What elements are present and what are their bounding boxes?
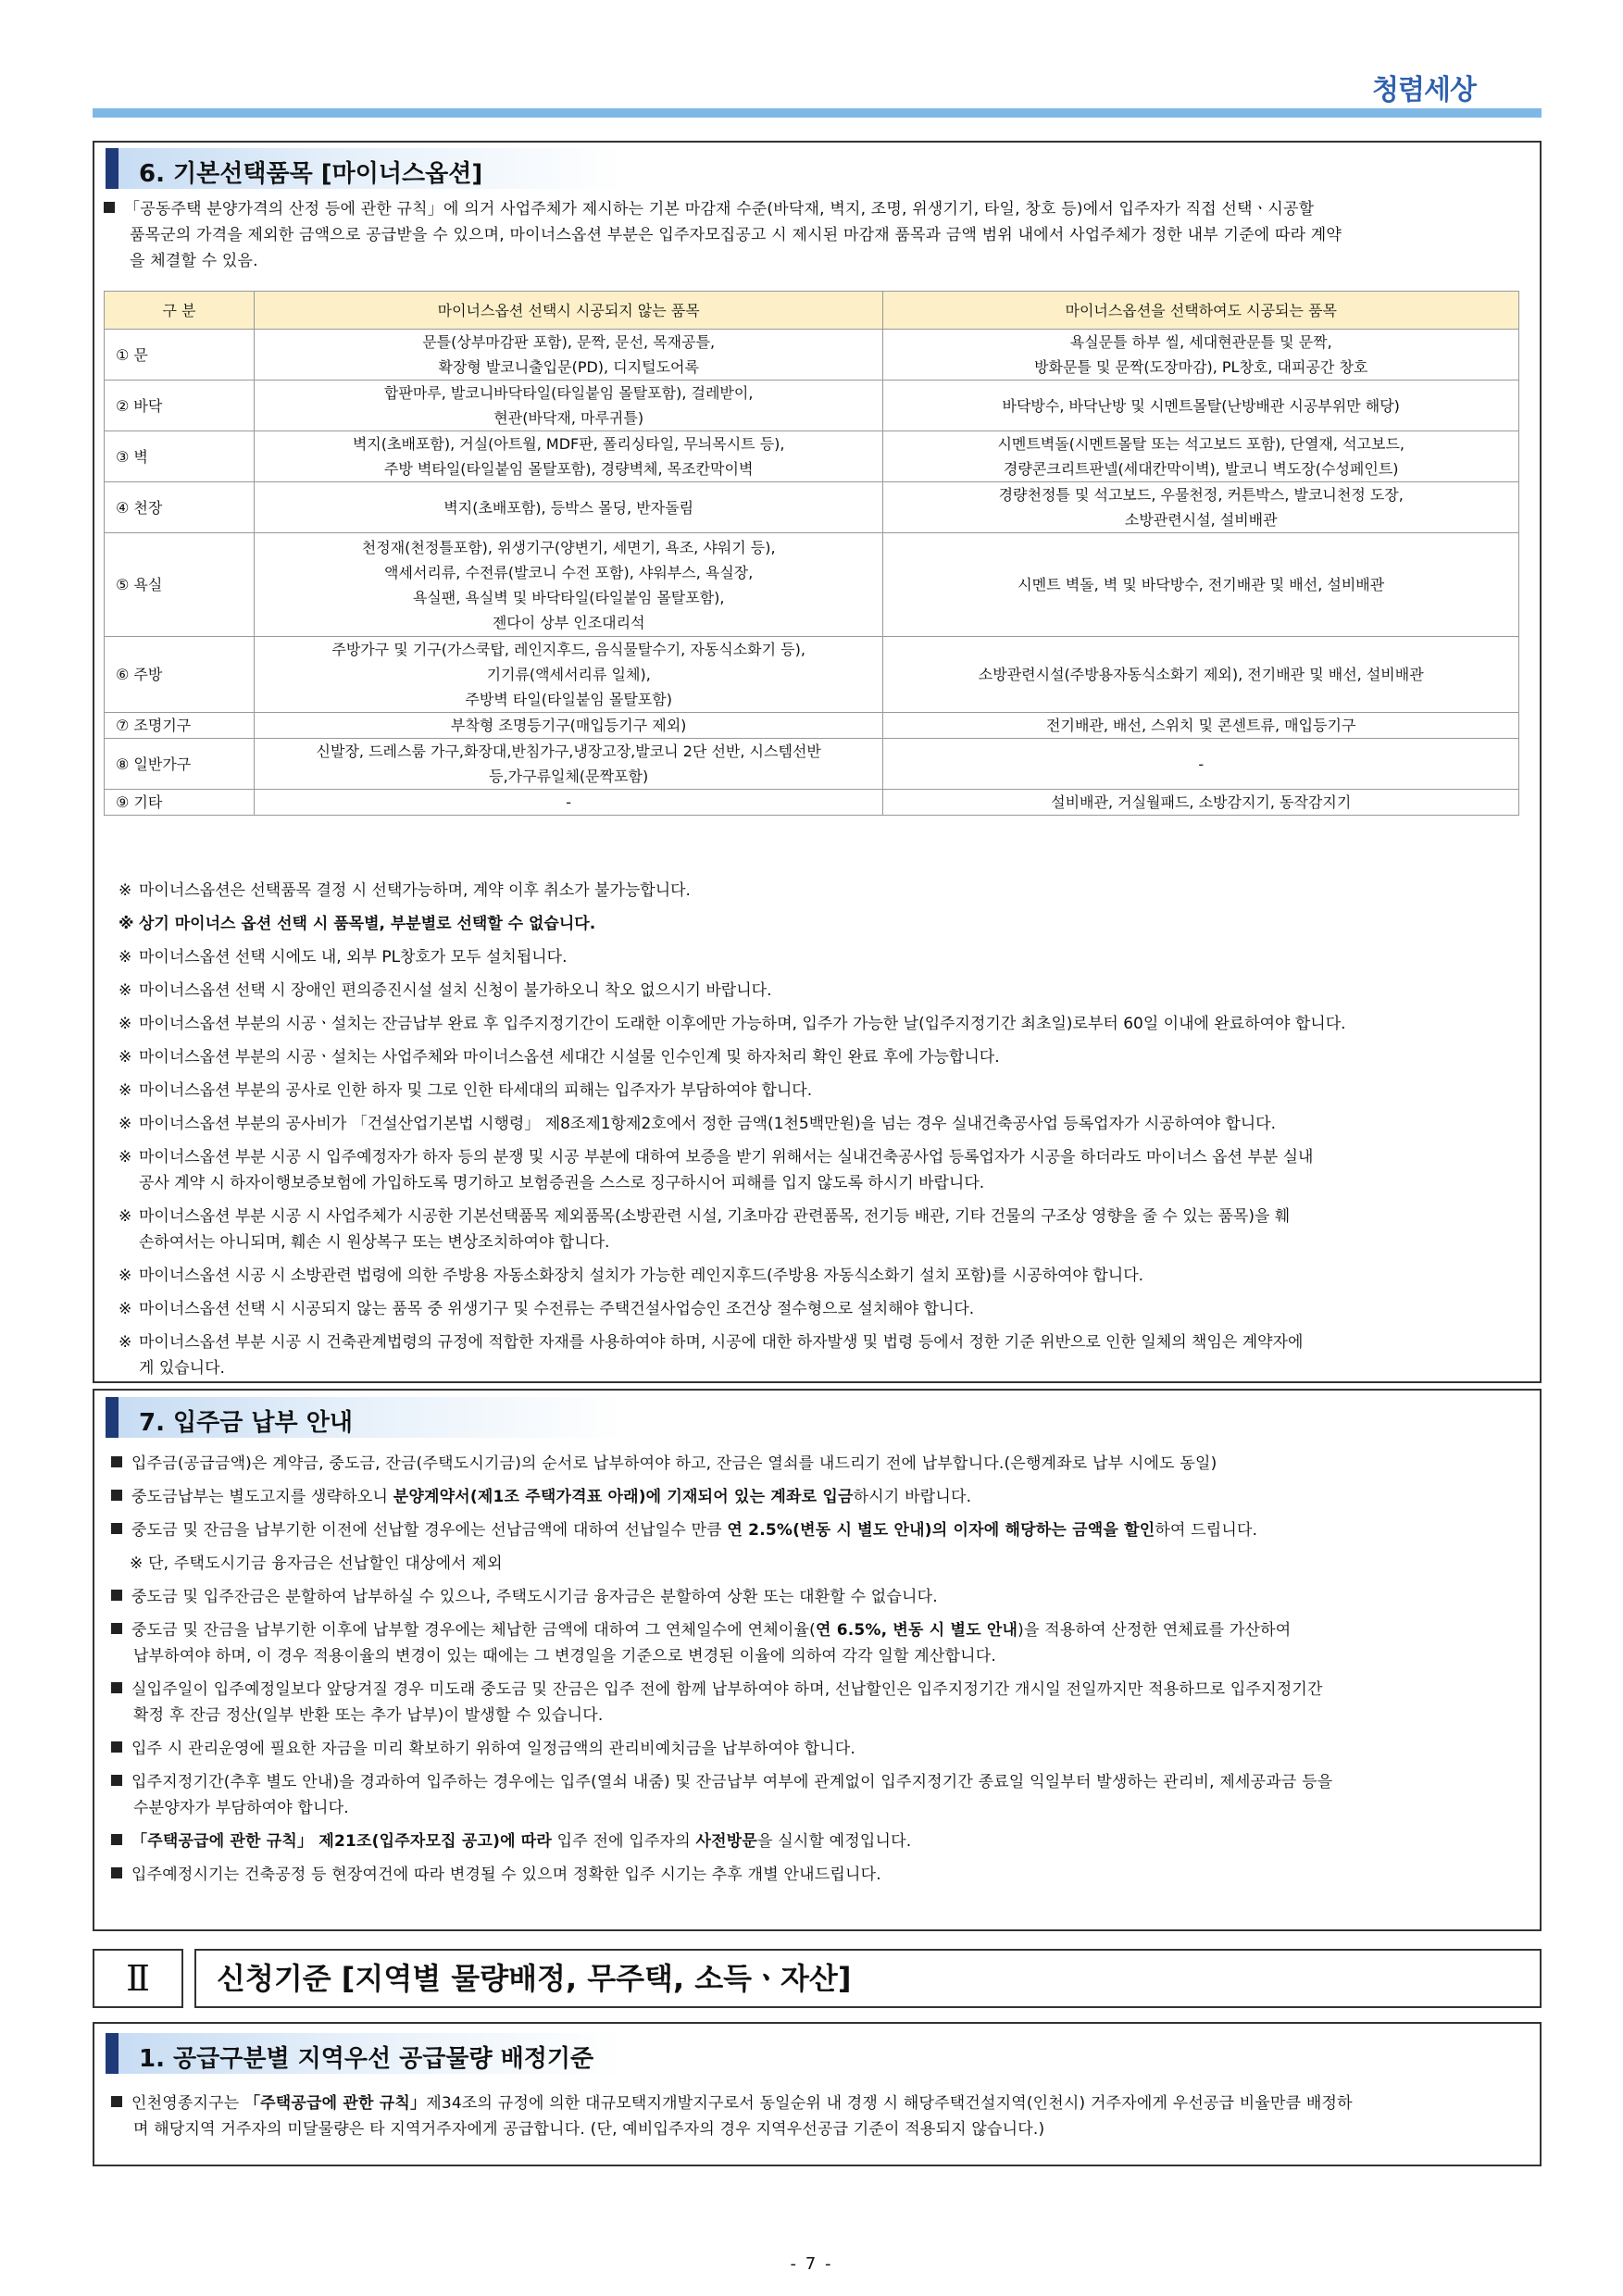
cell-line: 바닥방수, 바닥난방 및 시멘트몰탈(난방배관 시공부위만 해당) (1002, 396, 1400, 415)
bullet-icon (111, 1490, 122, 1501)
table-row (105, 431, 1519, 482)
note-mark-icon: ※ (119, 1015, 132, 1033)
table-cell-installed (883, 739, 1519, 790)
cell-line: 문틀(상부마감판 포함), 문짝, 문선, 목재공틀, (422, 333, 716, 351)
note-item (119, 1204, 1535, 1255)
note-line: ※ 마이너스옵션 부분의 시공ㆍ설치는 잔금납부 완료 후 입주지정기간이 도래한 이후에만 가능하며, 입주가 가능한 날(입주지정기간 최초일)로부터 60일 이내에 완료하여야 합니다. (119, 1011, 1535, 1037)
bullet-icon (104, 202, 115, 213)
note-line: 게 있습니다. (139, 1359, 225, 1378)
bullet-icon (111, 1682, 122, 1693)
bullet-icon (111, 1590, 122, 1601)
cell-line: 등,가구류일체(문짝포함) (489, 767, 649, 785)
note-item (119, 1011, 1535, 1037)
note-item (119, 1263, 1535, 1289)
cell-line: 방화문틀 및 문짝(도장마감), PL창호, 대피공간 창호 (1034, 358, 1368, 376)
table-cell-category: ③ 벽 (105, 431, 255, 482)
cell-line: 경량콘크리트판넬(세대칸막이벽), 발코니 벽도장(수성페인트) (1003, 460, 1399, 478)
logo-text: 청렴세상 (1372, 74, 1476, 106)
section-1-title: 1. 공급구분별 지역우선 공급물량 배정기준 (106, 2033, 624, 2074)
table-cell-installed (883, 790, 1519, 816)
table-cell-category: ⑦ 조명기구 (105, 713, 255, 739)
bullet-icon (111, 1456, 122, 1467)
bullet-icon (111, 1775, 122, 1786)
table-cell-installed (883, 533, 1519, 637)
note-line: ※ 마이너스옵션 선택 시 장애인 편의증진시설 설치 신청이 불가하오니 착오 없으시기 바랍니다. (119, 978, 1535, 1004)
cell-line: 소방관련시설(주방용자동식소화기 제외), 전기배관 및 배선, 설비배관 (978, 666, 1424, 683)
cell-line: 천정재(천정틀포함), 위생기구(양변기, 세면기, 욕조, 샤워기 등), (361, 538, 776, 556)
note-item (119, 1078, 1535, 1104)
table-header-installed: 마이너스옵션을 선택하여도 시공되는 품목 (883, 292, 1519, 330)
note-mark-icon: ※ (119, 1115, 132, 1133)
table-row (105, 381, 1519, 431)
table-row (105, 533, 1519, 637)
note-mark-icon: ※ (119, 1148, 132, 1167)
minus-option-table (104, 291, 1519, 816)
note-mark-icon: ※ (119, 1333, 132, 1352)
table-cell-installed (883, 330, 1519, 381)
note-mark-icon: ※ (119, 1081, 132, 1100)
note-line: ※ 마이너스옵션 부분 시공 시 건축관계법령의 규정에 적합한 자재를 사용하여야 하며, 시공에 대한 하자발생 및 법령 등에서 정한 기준 위반으로 인한 일체의 책임은 계약자에 (119, 1329, 1535, 1355)
cell-line: 젠다이 상부 인조대리석 (492, 613, 645, 631)
section-1-content: 인천영종지구는 「주택공급에 관한 규칙」제34조의 규정에 의한 대규모택지개발지구로서 동일순위 내 경쟁 시 해당주택건설지역(인천시) 거주자에게 우선공급 비율만큼 배정하 며 해당지역 거주자의 미달물량은 타 지역거주자에게 공급합니다. (단, 예비입주자의 경우 지역우선공급 기준이 적용되지 않습니다.) (111, 2090, 1528, 2142)
cell-line: 기기류(액세서리류 일체), (486, 666, 651, 683)
table-cell-not-installed (254, 713, 883, 739)
table-row (105, 739, 1519, 790)
note-line: ※ 마이너스옵션 부분의 시공ㆍ설치는 사업주체와 마이너스옵션 세대간 시설물 인수인계 및 하자처리 확인 완료 후에 가능합니다. (119, 1044, 1535, 1070)
logo (1372, 65, 1511, 107)
note-item (119, 1044, 1535, 1070)
note-line: ※ 마이너스옵션 선택 시 시공되지 않는 품목 중 위생기구 및 수전류는 주택건설사업승인 조건상 절수형으로 설치해야 합니다. (119, 1296, 1535, 1322)
bullet-icon (111, 2096, 122, 2107)
cell-line: 합판마루, 발코니바닥타일(타일붙임 몰탈포함), 걸레받이, (383, 384, 754, 402)
cell-line: 액세서리류, 수전류(발코니 수전 포함), 샤워부스, 욕실장, (384, 563, 754, 581)
note-line: ※ 마이너스옵션 선택 시에도 내, 외부 PL창호가 모두 설치됩니다. (119, 944, 1535, 970)
cell-line: 시멘트벽돌(시멘트몰탈 또는 석고보드 포함), 단열재, 석고보드, (997, 435, 1405, 453)
note-mark-icon: ※ (119, 881, 132, 900)
note-item (119, 911, 1535, 937)
table-cell-installed (883, 381, 1519, 431)
note-item (119, 1296, 1535, 1322)
bullet-icon (111, 1834, 122, 1845)
cell-line: 주방벽 타일(타일붙임 몰탈포함) (465, 691, 672, 708)
cell-line: 소방관련시설, 설비배관 (1124, 511, 1278, 529)
note-item (119, 878, 1535, 904)
bullet-icon (111, 1523, 122, 1534)
table-cell-category: ⑧ 일반가구 (105, 739, 255, 790)
cell-line: - (566, 793, 572, 811)
page-number: - 7 - (790, 2254, 833, 2274)
table-cell-not-installed (254, 431, 883, 482)
table-cell-category: ⑤ 욕실 (105, 533, 255, 637)
note-item (119, 1329, 1535, 1381)
note-mark-icon: ※ (119, 1267, 132, 1285)
note-item (119, 1144, 1535, 1196)
table-header-not-installed: 마이너스옵션 선택시 시공되지 않는 품목 (254, 292, 883, 330)
bullet-icon (111, 1867, 122, 1878)
section-7-title: 7. 입주금 납부 안내 (106, 1397, 624, 1438)
note-line: ※ 마이너스옵션 부분 시공 시 사업주체가 시공한 기본선택품목 제외품목(소방관련 시설, 기초마감 관련품목, 전기등 배관, 기타 건물의 구조상 영향을 줄 수 있는 품목)을 훼 (119, 1204, 1535, 1229)
note-mark-icon: ※ (119, 948, 132, 967)
note-mark-icon: ※ (119, 915, 134, 933)
note-line: ※ 마이너스옵션 부분의 공사비가 「건설산업기본법 시행령」 제8조제1항제2호에서 정한 금액(1천5백만원)을 넘는 경우 실내건축공사업 등록업자가 시공하여야 합니다. (119, 1111, 1535, 1137)
table-cell-not-installed (254, 533, 883, 637)
table-cell-installed (883, 637, 1519, 713)
cell-line: - (1198, 755, 1205, 773)
cell-line: 현관(바닥재, 마루귀틀) (493, 409, 644, 427)
note-line: ※ 상기 마이너스 옵션 선택 시 품목별, 부분별로 선택할 수 없습니다. (119, 911, 1535, 937)
cell-line: 경량천정틀 및 석고보드, 우물천정, 커튼박스, 발코니천정 도장, (998, 486, 1404, 504)
section-7-content: 입주금(공급금액)은 계약금, 중도금, 잔금(주택도시기금)의 순서로 납부하여야 하고, 잔금은 열쇠를 내드리기 전에 납부합니다.(은행계좌로 납부 시에도 동일) 중도금납부는 별도고지를 생략하오니 분양계약서(제1조 주택가격표 아래)에 기재되어 있는 계좌로 입금하시기 바랍니다. 중도금 및 잔금을 납부기한 이전에 선납할 경우에는 선납금액에 대하여 선납일수 만큼 연 2.5%(변동 시 별도 안내)의 이자에 해당하는 금액을 할인하여 드립니다. ※ 단, 주택도시기금 융자금은 선납할인 대상에서 제외 중도금 및 입주잔금은 분할하여 납부하실 수 있으나, 주택도시기금 융자금은 분할하여 상환 또는 대환할 수 없습니다. 중도금 및 잔금을 납부기한 이후에 납부할 경우에는 체납한 금액에 대하여 그 연체일수에 연체이율(연 6.5%, 변동 시 별도 안내)을 적용하여 산정한 연체료를 가산하여 납부하여야 하며, 이 경우 적용이율의 변경이 있는 때에는 그 변경일을 기준으로 변경된 이율에 의하여 각각 일할 계산합니다. 실입주일이 입주예정일보다 앞당겨질 경우 미도래 중도금 및 잔금은 입주 전에 함께 납부하여야 하며, 선납할인은 입주지정기간 개시일 전일까지만 적용하므로 입주지정기간 확정 후 잔금 정산(일부 반환 또는 추가 납부)이 발생할 수 있습니다. 입주 시 관리운영에 필요한 자금을 미리 확보하기 위하여 일정금액의 관리비예치금을 납부하여야 합니다. 입주지정기간(추후 별도 안내)을 경과하여 입주하는 경우에는 입주(열쇠 내줌) 및 잔금납부 여부에 관계없이 입주지정기간 종료일 익일부터 발생하는 관리비, 제세공과금 등을 수분양자가 부담하여야 합니다. 「주택공급에 관한 규칙」 제21조(입주자모집 공고)에 따라 입주 전에 입주자의 사전방문을 실시할 예정입니다. 입주예정시기는 건축공정 등 현장여건에 따라 변경될 수 있으며 정확한 입주 시기는 추후 개별 안내드립니다. (111, 1451, 1528, 1888)
table-row (105, 790, 1519, 816)
cell-line: 벽지(초배포함), 거실(아트월, MDF판, 폴리싱타일, 무늬목시트 등), (352, 435, 785, 453)
cell-line: 설비배관, 거실월패드, 소방감지기, 동작감지기 (1051, 793, 1352, 811)
table-cell-not-installed (254, 330, 883, 381)
note-mark-icon: ※ (119, 981, 132, 1000)
cell-line: 욕실팬, 욕실벽 및 바닥타일(타일붙임 몰탈포함), (412, 588, 725, 606)
cell-line: 주방 벽타일(타일붙임 몰탈포함), 경량벽체, 목조칸막이벽 (383, 460, 754, 478)
cell-line: 욕실문틀 하부 씰, 세대현관문틀 및 문짝, (1069, 333, 1332, 351)
chapter-number: Ⅱ (93, 1949, 183, 2008)
note-mark-icon: ※ (119, 1048, 132, 1067)
table-cell-installed (883, 713, 1519, 739)
cell-line: 신발장, 드레스룸 가구,화장대,반침가구,냉장고장,발코니 2단 선반, 시스템선반 (316, 742, 821, 760)
section-6-intro: 「공동주택 분양가격의 산정 등에 관한 규칙」에 의거 사업주체가 제시하는 기본 마감재 수준(바닥재, 벽지, 조명, 위생기기, 타일, 창호 등)에서 입주자가 직접 선택ㆍ시공할 품목군의 가격을 제외한 금액으로 공급받을 수 있으며, 마이너스옵션 부분은 입주자모집공고 시 제시된 마감재 품목과 금액 범위 내에서 사업주체가 정한 내부 기준에 따라 계약 을 체결할 수 있음. (104, 196, 1529, 274)
note-line: ※ 마이너스옵션 부분의 공사로 인한 하자 및 그로 인한 타세대의 피해는 입주자가 부담하여야 합니다. (119, 1078, 1535, 1104)
note-item (119, 978, 1535, 1004)
section-6-title: 6. 기본선택품목 [마이너스옵션] (106, 148, 624, 189)
note-line: 손하여서는 아니되며, 훼손 시 원상복구 또는 변상조치하여야 합니다. (139, 1233, 610, 1252)
table-cell-category: ⑨ 기타 (105, 790, 255, 816)
table-row (105, 482, 1519, 533)
bullet-icon (111, 1741, 122, 1753)
note-line: ※ 마이너스옵션은 선택품목 결정 시 선택가능하며, 계약 이후 취소가 불가능합니다. (119, 878, 1535, 904)
note-item (119, 1111, 1535, 1137)
chapter-title: 신청기준 [지역별 물량배정, 무주택, 소득ㆍ자산] (194, 1949, 1542, 2008)
cell-line: 시멘트 벽돌, 벽 및 바닥방수, 전기배관 및 배선, 설비배관 (1017, 576, 1385, 593)
table-cell-category: ⑥ 주방 (105, 637, 255, 713)
header-bar (93, 108, 1542, 118)
cell-line: 벽지(초배포함), 등박스 몰딩, 반자돌림 (443, 498, 694, 517)
note-item (119, 944, 1535, 970)
table-cell-not-installed (254, 482, 883, 533)
table-row (105, 637, 1519, 713)
table-row (105, 330, 1519, 381)
cell-line: 전기배관, 배선, 스위치 및 콘센트류, 매입등기구 (1046, 717, 1356, 734)
note-mark-icon: ※ (119, 1300, 132, 1318)
table-row (105, 713, 1519, 739)
note-line: 공사 계약 시 하자이행보증보험에 가입하도록 명기하고 보험증권을 스스로 징구하시어 피해를 입지 않도록 하시기 바랍니다. (139, 1174, 985, 1192)
table-cell-installed (883, 431, 1519, 482)
table-cell-installed (883, 482, 1519, 533)
bullet-icon (111, 1623, 122, 1634)
note-mark-icon: ※ (119, 1207, 132, 1226)
table-cell-category: ④ 천장 (105, 482, 255, 533)
table-cell-category: ① 문 (105, 330, 255, 381)
note-line: ※ 마이너스옵션 시공 시 소방관련 법령에 의한 주방용 자동소화장치 설치가 가능한 레인지후드(주방용 자동식소화기 설치 포함)를 시공하여야 합니다. (119, 1263, 1535, 1289)
cell-line: 부착형 조명등기구(매입등기구 제외) (450, 717, 687, 734)
table-cell-not-installed (254, 381, 883, 431)
table-header-row (105, 292, 1519, 330)
note-line: ※ 마이너스옵션 부분 시공 시 입주예정자가 하자 등의 분쟁 및 시공 부분에 대하여 보증을 받기 위해서는 실내건축공사업 등록업자가 시공을 하더라도 마이너스 옵션 부분 실내 (119, 1144, 1535, 1170)
table-cell-not-installed (254, 637, 883, 713)
table-header-category: 구 분 (105, 292, 255, 330)
table-cell-category: ② 바닥 (105, 381, 255, 431)
table-cell-not-installed (254, 790, 883, 816)
cell-line: 확장형 발코니출입문(PD), 디지털도어록 (438, 358, 699, 376)
table-cell-not-installed (254, 739, 883, 790)
cell-line: 주방가구 및 기구(가스쿡탑, 레인지후드, 음식물탈수기, 자동식소화기 등), (331, 641, 805, 658)
